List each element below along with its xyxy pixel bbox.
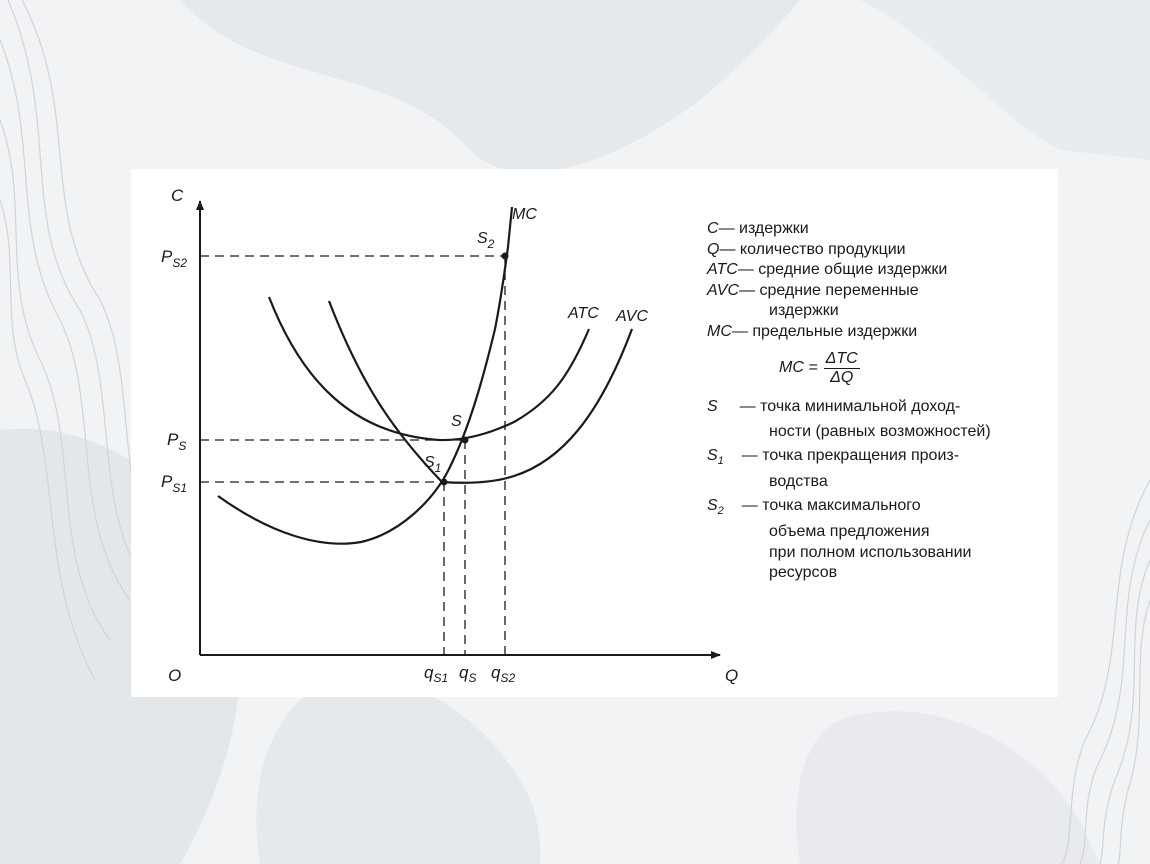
formula-denominator: ΔQ <box>830 369 854 386</box>
formula-numerator: ΔTC <box>825 350 858 367</box>
x-tick-qs1: $q_{S1}$ <box>424 663 449 685</box>
legend-text: — точка максимального <box>741 497 921 515</box>
avc-curve <box>329 301 632 483</box>
legend-symbol: MC <box>707 322 732 340</box>
legend-point-item <box>707 397 1052 422</box>
point-s1-dot <box>441 479 448 486</box>
legend-item <box>707 322 1052 343</box>
legend-text: — точка минимальной доход- <box>739 398 961 415</box>
legend-text-continuation: водства <box>769 472 828 490</box>
legend-points <box>707 397 1052 584</box>
legend-point-item <box>707 496 1052 522</box>
legend-symbol: ATC <box>707 261 738 278</box>
legend-item <box>707 240 1052 261</box>
point-s-dot <box>462 437 469 444</box>
point-s2-label: $S_2$ <box>477 230 495 251</box>
atc-curve <box>269 297 589 440</box>
legend-item <box>707 281 1052 302</box>
legend-text-continuation: ности (равных возможностей) <box>769 422 991 440</box>
legend-item <box>707 219 1052 240</box>
legend-symbol: Q <box>707 240 720 258</box>
x-axis-label: Q <box>725 666 739 685</box>
legend-item <box>707 260 1052 281</box>
point-s-label: S <box>451 413 462 430</box>
legend <box>707 219 1052 584</box>
legend-symbol: $S_1$ <box>707 447 724 468</box>
bg-blob <box>256 680 540 864</box>
bg-blob <box>860 0 1150 160</box>
legend-point-item <box>707 446 1052 472</box>
bg-blob <box>796 711 1100 864</box>
dashed-guides <box>200 256 505 655</box>
origin-label: O <box>168 666 182 685</box>
legend-symbol: AVC <box>707 281 740 299</box>
formula-fraction <box>824 350 860 387</box>
y-tick-ps2: $P_{S2}$ <box>161 247 188 270</box>
legend-symbol: S <box>707 398 718 415</box>
legend-symbol: C <box>707 220 719 237</box>
y-axis-label: C <box>171 186 184 205</box>
point-s2-dot <box>502 253 509 260</box>
legend-text-continuation: издержки <box>769 302 839 319</box>
legend-text: — издержки <box>718 220 809 237</box>
point-s1-label: $S_1$ <box>424 454 442 475</box>
formula-lhs: MC = <box>779 359 818 377</box>
mc-formula <box>779 350 1052 387</box>
mc-curve <box>218 207 512 544</box>
legend-text: — точка прекращения произ- <box>741 447 960 465</box>
legend-text-continuation: объема предложения <box>769 523 930 541</box>
legend-text: — количество продукции <box>719 240 906 258</box>
legend-text-continuation: при полном использовании <box>769 543 972 561</box>
diagram-card <box>131 169 1058 697</box>
atc-label: ATC <box>568 305 599 322</box>
legend-text: — средние общие издержки <box>737 261 948 278</box>
y-tick-ps: $P_S$ <box>167 430 187 453</box>
legend-text-continuation: ресурсов <box>769 564 838 582</box>
x-tick-qs2: $q_{S2}$ <box>491 663 516 685</box>
x-tick-qs: $q_S$ <box>459 663 477 685</box>
legend-text: — средние переменные <box>739 281 919 299</box>
legend-text: — предельные издержки <box>731 322 918 340</box>
legend-symbol: $S_2$ <box>707 497 724 518</box>
y-tick-ps1: $P_{S1}$ <box>161 472 188 495</box>
legend-definitions <box>707 219 1052 342</box>
bg-blob <box>180 0 800 173</box>
avc-label: AVC <box>616 308 649 325</box>
mc-label: MC <box>512 206 537 223</box>
